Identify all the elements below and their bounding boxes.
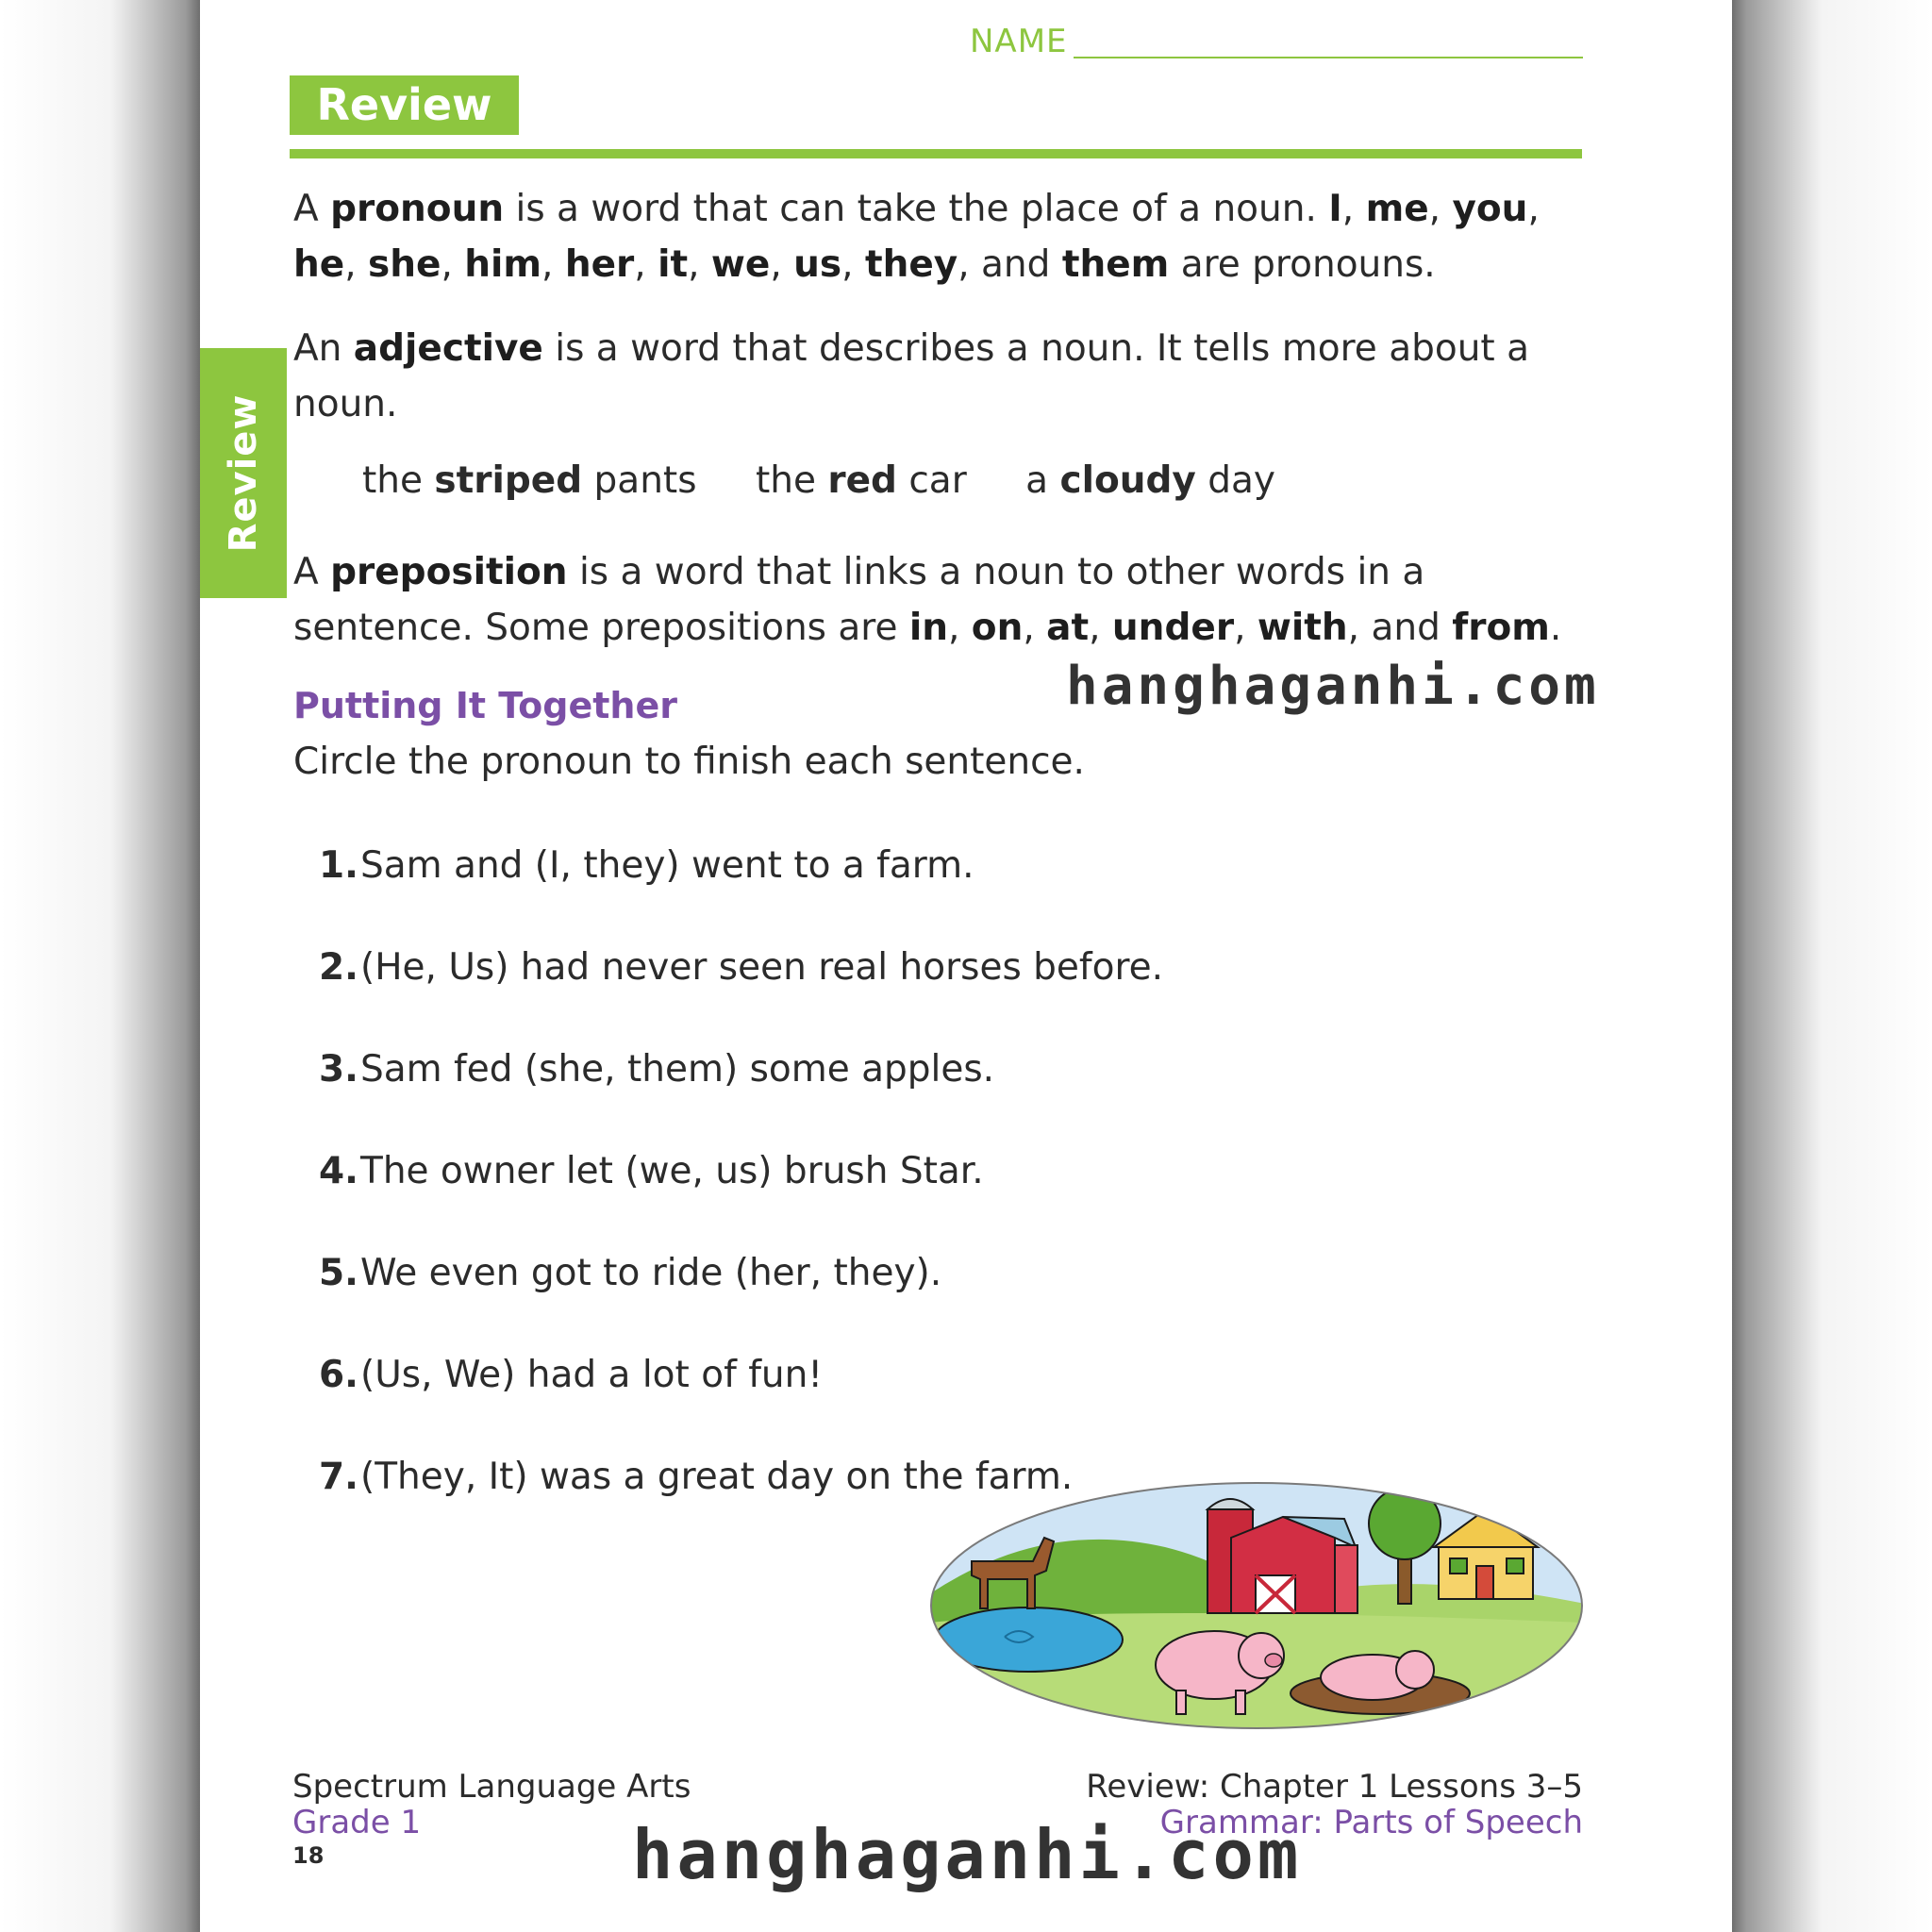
exercise-heading: Putting It Together — [293, 685, 677, 726]
exercise-item[interactable] — [319, 1048, 994, 1091]
item-number: 3. — [319, 1048, 358, 1091]
exercise-item[interactable] — [319, 1252, 941, 1294]
item-number: 6. — [319, 1354, 358, 1396]
text-segment: pants — [582, 459, 697, 502]
item-sentence[interactable]: We even got to ride (her, they). — [360, 1252, 942, 1294]
watermark: hanghaganhi.com — [1066, 656, 1600, 717]
pronoun-example: it — [658, 243, 689, 286]
separator: , — [688, 243, 711, 286]
pronoun-example: you — [1452, 188, 1528, 230]
exercise-instruction: Circle the pronoun to finish each sentence. — [293, 741, 1085, 783]
preposition-example: under — [1111, 607, 1235, 649]
item-number: 7. — [319, 1456, 358, 1498]
separator: , — [441, 243, 465, 286]
preposition-example: with — [1257, 607, 1348, 649]
exercise-item[interactable] — [319, 1354, 823, 1396]
footer-chapter: Review: Chapter 1 Lessons 3–5 — [1086, 1768, 1583, 1806]
preposition-definition — [293, 544, 1595, 656]
adjective-examples — [362, 459, 1323, 502]
exercise-item[interactable] — [319, 844, 974, 887]
text-segment: A — [293, 188, 331, 230]
watermark: hanghaganhi.com — [632, 1815, 1303, 1894]
separator: , — [770, 243, 794, 286]
footer-book-title: Spectrum Language Arts — [292, 1768, 691, 1806]
preposition-example: in — [908, 607, 948, 649]
separator: are pronouns. — [1169, 243, 1436, 286]
separator: , — [1428, 188, 1453, 230]
text-segment: An — [293, 327, 354, 370]
pronoun-example: she — [368, 243, 441, 286]
preposition-example: from — [1452, 607, 1550, 649]
separator: , — [1527, 188, 1540, 230]
header-rule — [290, 149, 1582, 158]
name-label: NAME — [970, 23, 1068, 60]
adjective-definition — [293, 321, 1539, 432]
exercise-item[interactable] — [319, 1150, 984, 1192]
text-segment: a — [1025, 459, 1060, 502]
text-segment: car — [896, 459, 967, 502]
adjective-example — [756, 459, 967, 502]
pronoun-example: we — [710, 243, 771, 286]
text-segment: the — [362, 459, 435, 502]
term-adjective: adjective — [353, 327, 543, 370]
preposition-example: on — [971, 607, 1024, 649]
item-number: 2. — [319, 946, 358, 989]
adjective-example — [362, 459, 697, 502]
item-number: 5. — [319, 1252, 358, 1294]
separator: , — [541, 243, 565, 286]
item-sentence[interactable]: (Us, We) had a lot of fun! — [360, 1354, 823, 1396]
text-segment: is a word that can take the place of a noun. — [504, 188, 1329, 230]
separator: , — [344, 243, 369, 286]
separator: , — [841, 243, 865, 286]
separator: , — [634, 243, 658, 286]
page-number: 18 — [292, 1842, 325, 1869]
term-pronoun: pronoun — [330, 188, 505, 230]
item-sentence[interactable]: (He, Us) had never seen real horses before. — [360, 946, 1164, 989]
pronoun-example: they — [864, 243, 958, 286]
pronoun-example: me — [1365, 188, 1429, 230]
page-shadow-left — [0, 0, 200, 1932]
preposition-example: at — [1046, 607, 1090, 649]
footer-grade: Grade 1 — [292, 1804, 422, 1841]
separator: , — [1341, 188, 1366, 230]
side-tab-label: Review — [222, 393, 265, 553]
page-shadow-right — [1732, 0, 1932, 1932]
text-segment: is a word that describes a noun. It tells more about a noun. — [293, 327, 1530, 425]
pronoun-example: I — [1328, 188, 1342, 230]
text-segment: the — [755, 459, 828, 502]
text-segment: is a word that links a noun to other words in a sentence. Some prepositions are — [293, 551, 1425, 649]
name-line — [1074, 57, 1583, 58]
farm-illustration — [929, 1481, 1585, 1731]
pronoun-example: him — [464, 243, 542, 286]
exercise-item[interactable] — [319, 946, 1163, 989]
adjective-example — [1025, 459, 1275, 502]
pronoun-example: us — [793, 243, 842, 286]
separator: , and — [958, 243, 1062, 286]
item-sentence[interactable]: Sam and (I, they) went to a farm. — [360, 844, 974, 887]
item-sentence[interactable]: The owner let (we, us) brush Star. — [360, 1150, 984, 1192]
item-number: 4. — [319, 1150, 358, 1192]
item-sentence[interactable]: (They, It) was a great day on the farm. — [360, 1456, 1074, 1498]
pronoun-example: her — [564, 243, 635, 286]
separator: , — [1234, 607, 1257, 649]
item-sentence[interactable]: Sam fed (she, them) some apples. — [360, 1048, 995, 1091]
separator: , and — [1347, 607, 1453, 649]
separator: , — [948, 607, 972, 649]
footer-topic: Grammar: Parts of Speech — [1159, 1804, 1583, 1841]
separator: . — [1549, 607, 1562, 649]
text-segment: day — [1195, 459, 1275, 502]
separator: , — [1089, 607, 1112, 649]
pronoun-example: them — [1061, 243, 1170, 286]
pronoun-example: he — [293, 243, 345, 286]
pronoun-definition — [293, 181, 1595, 292]
term-preposition: preposition — [330, 551, 568, 593]
item-number: 1. — [319, 844, 358, 887]
adjective-word: cloudy — [1059, 459, 1196, 502]
review-title: Review — [290, 75, 519, 135]
adjective-word: striped — [434, 459, 583, 502]
adjective-word: red — [827, 459, 897, 502]
text-segment: A — [293, 551, 331, 593]
separator: , — [1023, 607, 1047, 649]
